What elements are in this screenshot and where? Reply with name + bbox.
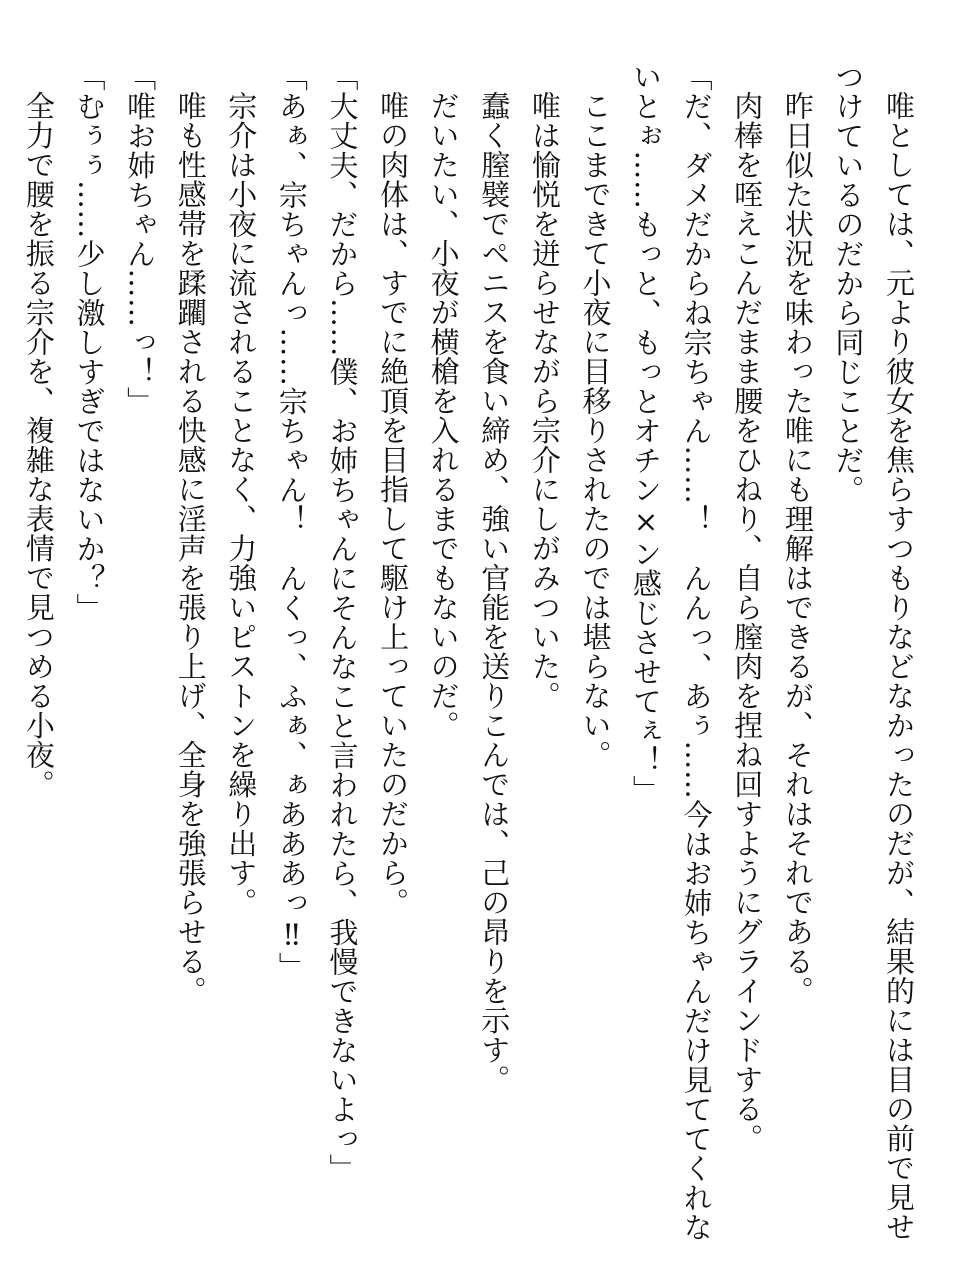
paragraph: 唯は愉悦を迸らせながら宗介にしがみついた。: [527, 91, 562, 711]
paragraph: 全力で腰を振る宗介を、複雑な表情で見つめる小夜。: [21, 91, 56, 799]
paragraph: つけているのだから同じことだ。: [831, 62, 866, 505]
paragraph: 「むぅぅ……少し激しすぎではないか？」: [72, 62, 107, 623]
paragraph: 宗介は小夜に流されることなく、力強いピストンを繰り出す。: [224, 91, 259, 917]
paragraph: 「だ、ダメだからね宗ちゃん……！ んんっ、あぅ……今はお姉ちゃんだけ見ててくれな: [679, 62, 714, 1242]
paragraph: 唯も性感帯を蹂躙される快感に淫声を張り上げ、全身を強張らせる。: [173, 91, 208, 1006]
paragraph: 唯の肉体は、すでに絶頂を目指して駆け上っていたのだから。: [376, 91, 411, 917]
paragraph: 昨日似た状況を味わった唯にも理解はできるが、それはそれである。: [780, 91, 815, 1006]
paragraph: 「あぁ、宗ちゃんっ……宗ちゃん！ んくっ、ふぁ、ぁあああっ‼」: [274, 62, 309, 982]
paragraph: だいたい、小夜が横槍を入れるまでもないのだ。: [426, 91, 461, 740]
paragraph: 蠢く膣襞でペニスを食い締め、強い官能を送りこんでは、己の昂りを示す。: [477, 91, 512, 1094]
paragraph: 唯としては、元より彼女を焦らすつもりなどなかったのだが、結果的には目の前で見せ: [882, 91, 916, 1242]
paragraph: ここまできて小夜に目移りされたのでは堪らない。: [578, 91, 613, 770]
paragraph: いとぉ……もっと、もっとオチン×ン感じさせてぇ！」: [629, 62, 664, 805]
paragraph: 肉棒を咥えこんだまま腰をひねり、自ら膣肉を捏ね回すようにグラインドする。: [730, 91, 765, 1153]
paragraph: 「唯お姉ちゃん……っ！」: [123, 62, 158, 416]
vertical-text-body: [13, 62, 924, 1242]
paragraph: 「大丈夫、だから……僕、お姉ちゃんにそんなこと言われたら、我慢できないよっ」: [325, 62, 360, 1183]
